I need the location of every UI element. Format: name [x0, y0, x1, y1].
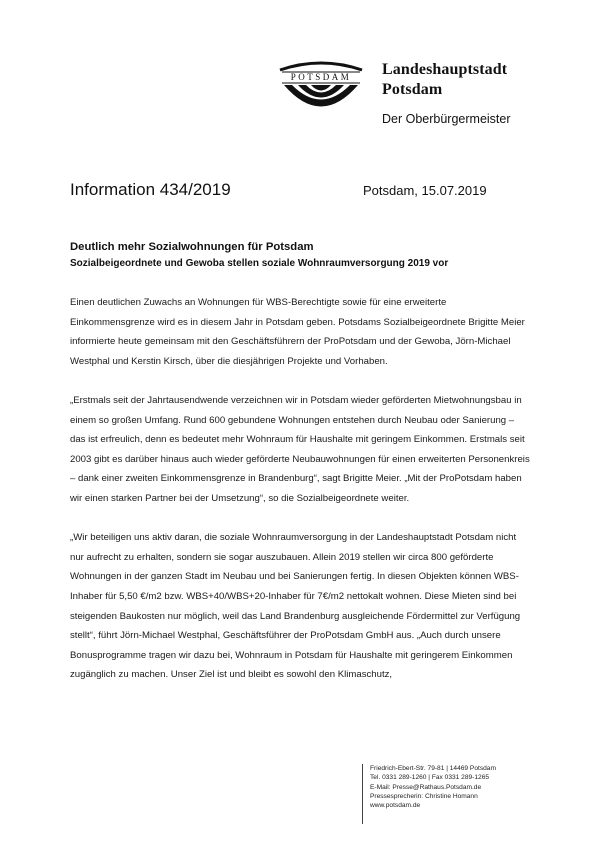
footer-website: www.potsdam.de	[370, 802, 421, 810]
letterhead-text	[382, 60, 582, 128]
body-paragraph: „Wir beteiligen uns aktiv daran, die soziale Wohnraumversorgung in der Landeshauptstadt Potsdam nicht nur aufrecht zu erhalten, sondern sie sogar auszubauen. Allein 2019 stellen wir circa 800 geförderte Wohnungen in der ganzen Stadt im Neubau und bei Sanierungen fertig. In diesen Objekten können WBS-Inhaber für 5,50 €/m2 bzw. WBS+40/WBS+20-Inhaber für 7€/m2 nettokalt wohnen. Diese Mieten sind bei steigenden Baukosten nur möglich, weil das Land Brandenburg ausgleichende Fördermittel zur Verfügung stellt“, führt Jörn-Michael Westphal, Geschäftsführer der ProPotsdam GmbH aus. „Auch durch unsere Bonusprogramme tragen wir dazu bei, Wohnraum in Potsdam für Haushalte mit geringerem Einkommen zugänglich zu machen. Unser Ziel ist und bleibt es sowohl den Klimaschutz,	[70, 532, 521, 681]
city-name-line-2: Potsdam	[382, 81, 443, 98]
mayor-office-label: Der Oberbürgermeister	[382, 112, 511, 126]
city-logo	[276, 58, 366, 113]
footer-divider	[362, 764, 363, 824]
information-number: Information 434/2019	[70, 180, 231, 199]
svg-text:POTSDAM: POTSDAM	[290, 72, 352, 82]
city-name-line-1: Landeshauptstadt	[382, 61, 508, 78]
body-paragraph: Einen deutlichen Zuwachs an Wohnungen für WBS-Berechtigte sowie für eine erweiterte Einkommensgrenze wird es in diesem Jahr in Potsdam geben. Potsdams Sozialbeigeordnete Brigitte Meier informierte heute gemeinsam mit den Geschäftsführern der ProPotsdam und der Gewoba, Jörn-Michael Westphal und Kerstin Kirsch, über die diesjährigen Projekte und Vorhaben.	[70, 297, 525, 367]
press-headline: Deutlich mehr Sozialwohnungen für Potsdam	[70, 241, 314, 253]
body-paragraph: „Erstmals seit der Jahrtausendwende verzeichnen wir in Potsdam wieder geförderten Mietwohnungsbau in einem so großen Umfang. Rund 600 gebundene Wohnungen entstehen durch Neubau oder Sanierung – das ist erfreulich, denn es bedeutet mehr Wohnraum für Haushalte mit geringem Einkommen. Erstmals seit 2003 gibt es darüber hinaus auch wieder geförderte Neubauwohnungen für einen erweiterten Personenkreis – dank einer zweiten Einkommensgrenze in Brandenburg“, sagt Brigitte Meier. „Mit der ProPotsdam haben wir einen starken Partner bei der Umsetzung“, so die Sozialbeigeordnete weiter.	[70, 394, 530, 504]
footer-email: E-Mail: Presse@Rathaus.Potsdam.de	[370, 783, 482, 791]
footer-address: Friedrich-Ebert-Str. 79-81 | 14469 Potsdam	[370, 765, 496, 772]
potsdam-seal-icon	[276, 58, 366, 113]
footer-spokesperson: Pressesprecherin: Christine Homann	[370, 792, 478, 800]
press-body	[70, 293, 532, 704]
contact-footer	[370, 764, 560, 810]
place-and-date: Potsdam, 15.07.2019	[363, 183, 487, 198]
press-subheadline: Sozialbeigeordnete und Gewoba stellen soziale Wohnraumversorgung 2019 vor	[70, 258, 449, 269]
footer-phone: Tel. 0331 289-1260 | Fax 0331 289-1265	[370, 774, 490, 782]
